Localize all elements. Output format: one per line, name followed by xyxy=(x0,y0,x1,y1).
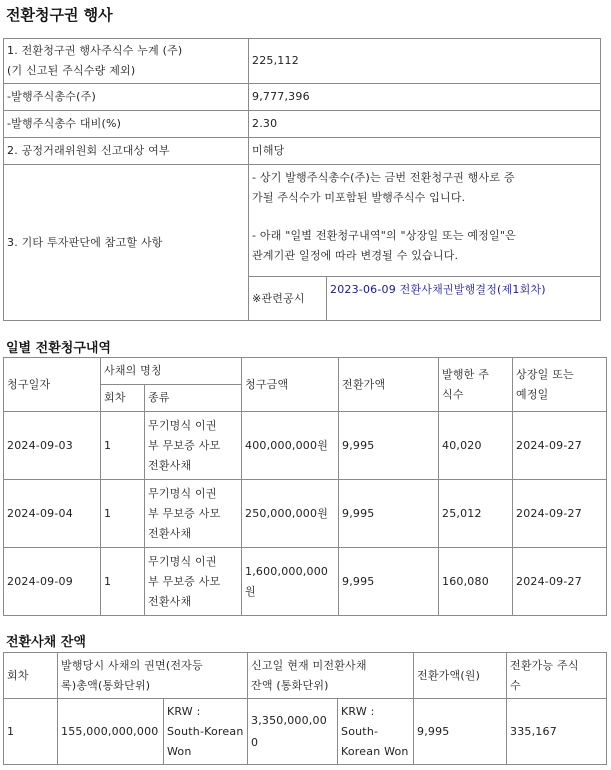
header-remaining-amount: 신고일 현재 미전환사채 잔액 (통화단위) xyxy=(248,653,414,699)
conversion-price: 9,995 xyxy=(339,548,439,616)
claim-date: 2024-09-09 xyxy=(4,548,101,616)
header-listing-date: 상장일 또는 예정일 xyxy=(513,358,607,412)
page-title: 전환청구권 행사 xyxy=(6,6,113,24)
daily-claims-table xyxy=(3,357,607,616)
header-bond-name: 사채의 명칭 xyxy=(101,358,242,385)
table-row xyxy=(4,412,607,480)
ftc-report-value: 미해당 xyxy=(249,138,601,165)
balance-round: 1 xyxy=(4,699,58,765)
balance-price: 9,995 xyxy=(414,699,507,765)
claim-amount: 400,000,000원 xyxy=(242,412,339,480)
header-balance-price: 전환가액(원) xyxy=(414,653,507,699)
listing-date: 2024-09-27 xyxy=(513,480,607,548)
listing-date: 2024-09-27 xyxy=(513,412,607,480)
header-claim-date: 청구일자 xyxy=(4,358,101,412)
remaining-amount: 3,350,000,000 xyxy=(248,699,338,765)
table-row xyxy=(4,699,607,765)
cumulative-shares-value: 225,112 xyxy=(249,39,601,84)
table-row xyxy=(4,548,607,616)
balance-section-title: 전환사채 잔액 xyxy=(6,635,86,650)
ratio-value: 2.30 xyxy=(249,111,601,138)
header-round: 회차 xyxy=(101,385,145,412)
header-claim-amount: 청구금액 xyxy=(242,358,339,412)
bond-type: 무기명식 이권 부 무보증 사모 전환사채 xyxy=(145,480,242,548)
header-convertible-shares: 전환가능 주식 수 xyxy=(507,653,607,699)
bond-type: 무기명식 이권 부 무보증 사모 전환사채 xyxy=(145,412,242,480)
issued-shares: 25,012 xyxy=(439,480,513,548)
other-notes-label: 3. 기타 투자판단에 참고할 사항 xyxy=(4,165,249,321)
total-shares-value: 9,777,396 xyxy=(249,84,601,111)
bond-type: 무기명식 이권 부 무보증 사모 전환사채 xyxy=(145,548,242,616)
header-conversion-price: 전환가액 xyxy=(339,358,439,412)
round: 1 xyxy=(101,412,145,480)
summary-table xyxy=(3,38,601,321)
bond-balance-table xyxy=(3,652,607,765)
related-disclosure-link[interactable]: 2023-06-09 전환사채권발행결정(제1회차) xyxy=(327,277,601,321)
header-balance-round: 회차 xyxy=(4,653,58,699)
total-shares-label: -발행주식총수(주) xyxy=(4,84,249,111)
table-row xyxy=(4,480,607,548)
listing-date: 2024-09-27 xyxy=(513,548,607,616)
other-notes-text: - 상기 발행주식총수(주)는 금번 전환청구권 행사로 증 가될 주식수가 미포함된 발행주식수 입니다. - 아래 "일별 전환청구내역"의 "상장일 또는 예정일"은 관계기관 일정에 따라 변경될 수 있습니다. xyxy=(249,165,601,277)
conversion-price: 9,995 xyxy=(339,412,439,480)
claim-amount: 250,000,000원 xyxy=(242,480,339,548)
header-issued-shares: 발행한 주 식수 xyxy=(439,358,513,412)
claim-date: 2024-09-03 xyxy=(4,412,101,480)
daily-section-title: 일별 전환청구내역 xyxy=(6,341,111,356)
related-disclosure-label: ※관련공시 xyxy=(249,277,327,321)
header-face-amount: 발행당시 사채의 권면(전자등 록)총액(통화단위) xyxy=(58,653,248,699)
issued-shares: 40,020 xyxy=(439,412,513,480)
issued-shares: 160,080 xyxy=(439,548,513,616)
face-amount: 155,000,000,000 xyxy=(58,699,164,765)
cumulative-shares-label: 1. 전환청구권 행사주식수 누계 (주) (기 신고된 주식수량 제외) xyxy=(4,39,249,84)
claim-amount: 1,600,000,000 원 xyxy=(242,548,339,616)
header-type: 종류 xyxy=(145,385,242,412)
round: 1 xyxy=(101,480,145,548)
conversion-price: 9,995 xyxy=(339,480,439,548)
face-currency: KRW : South-Korean Won xyxy=(164,699,248,765)
round: 1 xyxy=(101,548,145,616)
claim-date: 2024-09-04 xyxy=(4,480,101,548)
remaining-currency: KRW : South- Korean Won xyxy=(338,699,414,765)
ftc-report-label: 2. 공정거래위원회 신고대상 여부 xyxy=(4,138,249,165)
convertible-shares: 335,167 xyxy=(507,699,607,765)
ratio-label: -발행주식총수 대비(%) xyxy=(4,111,249,138)
